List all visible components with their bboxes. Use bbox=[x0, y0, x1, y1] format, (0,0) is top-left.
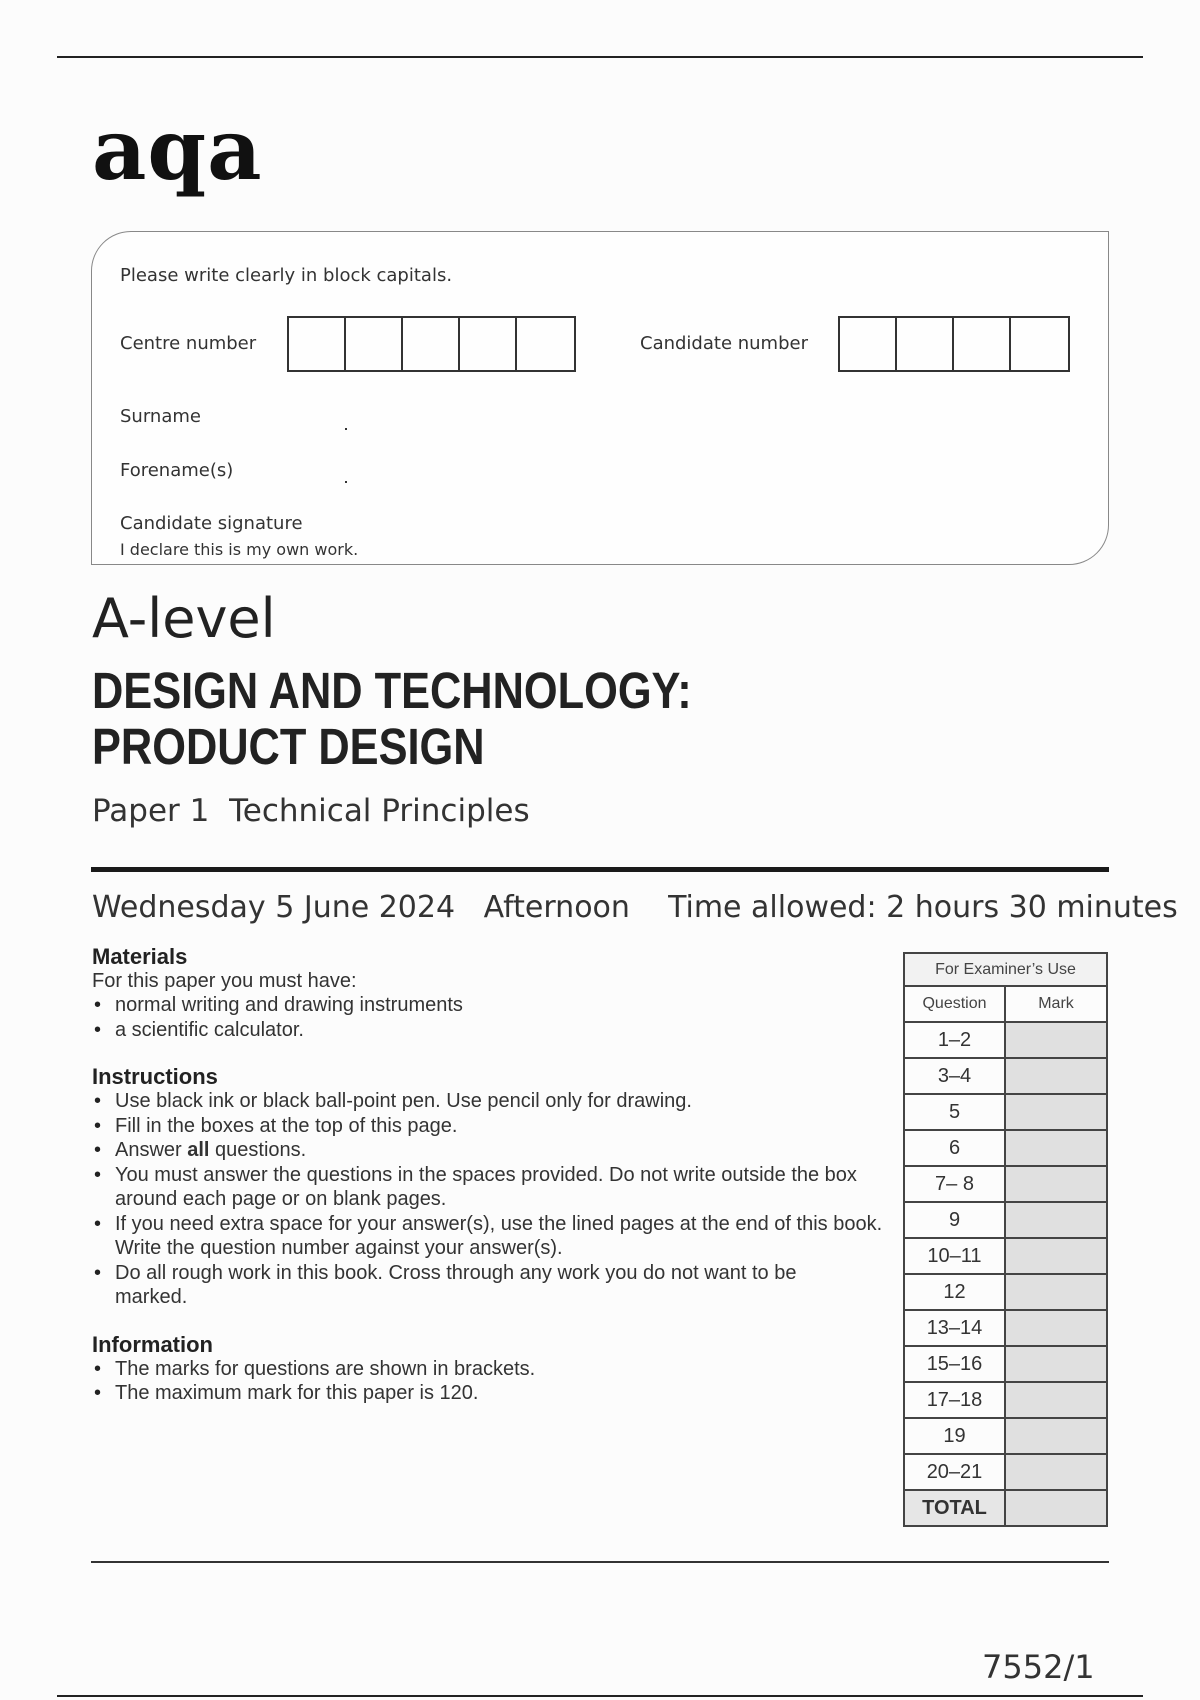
list-item: • The marks for questions are shown in brackets. bbox=[92, 1357, 892, 1382]
centre-number-label: Centre number bbox=[120, 333, 257, 354]
surname-field[interactable] bbox=[345, 428, 347, 430]
mark-cell[interactable] bbox=[1005, 1166, 1107, 1202]
footer-divider bbox=[91, 1561, 1109, 1563]
question-cell: 6 bbox=[904, 1130, 1005, 1166]
paper-title: Paper 1 Technical Principles bbox=[92, 793, 530, 829]
mark-cell[interactable] bbox=[1005, 1454, 1107, 1490]
subject-title bbox=[92, 663, 857, 775]
mark-cell[interactable] bbox=[1005, 1202, 1107, 1238]
candidate-number-digit[interactable] bbox=[897, 318, 954, 370]
question-cell: 1–2 bbox=[904, 1022, 1005, 1058]
mark-cell[interactable] bbox=[1005, 1346, 1107, 1382]
top-rule bbox=[57, 56, 1143, 58]
list-item: • If you need extra space for your answer(s), use the lined pages at the end of this book. Write the question number against your answer(s). bbox=[92, 1212, 892, 1261]
question-cell: 10–11 bbox=[904, 1238, 1005, 1274]
centre-number-digit[interactable] bbox=[403, 318, 460, 370]
centre-number-digit[interactable] bbox=[289, 318, 346, 370]
list-item: • Use black ink or black ball-point pen. Use pencil only for drawing. bbox=[92, 1089, 892, 1114]
total-label: TOTAL bbox=[904, 1490, 1005, 1526]
header-divider bbox=[91, 867, 1109, 872]
question-cell: 12 bbox=[904, 1274, 1005, 1310]
mark-cell[interactable] bbox=[1005, 1238, 1107, 1274]
list-item: • a scientific calculator. bbox=[92, 1018, 892, 1043]
subject-title-line2: PRODUCT DESIGN bbox=[92, 718, 485, 775]
mark-cell[interactable] bbox=[1005, 1022, 1107, 1058]
centre-number-boxes[interactable] bbox=[287, 316, 576, 372]
mark-cell[interactable] bbox=[1005, 1382, 1107, 1418]
mark-cell[interactable] bbox=[1005, 1418, 1107, 1454]
forenames-field[interactable] bbox=[345, 481, 347, 483]
block-capitals-instruction: Please write clearly in block capitals. bbox=[120, 265, 453, 286]
forenames-label: Forename(s) bbox=[120, 460, 234, 481]
subject-title-line1: DESIGN AND TECHNOLOGY: bbox=[92, 662, 692, 719]
aqa-logo: aqa bbox=[92, 100, 263, 199]
exam-date: Wednesday 5 June 2024 bbox=[92, 890, 456, 925]
time-allowed: Time allowed: 2 hours 30 minutes bbox=[668, 890, 1178, 925]
paper-code: 7552/1 bbox=[982, 1648, 1095, 1686]
bottom-rule bbox=[57, 1695, 1143, 1697]
front-cover-text bbox=[92, 944, 892, 1406]
candidate-details-box bbox=[91, 231, 1109, 565]
candidate-number-label: Candidate number bbox=[640, 333, 808, 354]
declaration-text: I declare this is my own work. bbox=[120, 540, 359, 559]
centre-number-digit[interactable] bbox=[346, 318, 403, 370]
question-cell: 15–16 bbox=[904, 1346, 1005, 1382]
mark-cell[interactable] bbox=[1005, 1094, 1107, 1130]
centre-number-digit[interactable] bbox=[517, 318, 574, 370]
materials-heading: Materials bbox=[92, 944, 188, 969]
question-cell: 19 bbox=[904, 1418, 1005, 1454]
mark-cell[interactable] bbox=[1005, 1310, 1107, 1346]
candidate-number-digit[interactable] bbox=[954, 318, 1011, 370]
surname-label: Surname bbox=[120, 406, 201, 427]
list-item-answer-all: • Answer all questions. bbox=[92, 1138, 892, 1163]
candidate-number-boxes[interactable] bbox=[838, 316, 1070, 372]
information-heading: Information bbox=[92, 1331, 213, 1357]
question-column-header: Question bbox=[904, 986, 1005, 1022]
question-cell: 20–21 bbox=[904, 1454, 1005, 1490]
question-cell: 5 bbox=[904, 1094, 1005, 1130]
question-cell: 3–4 bbox=[904, 1058, 1005, 1094]
signature-label: Candidate signature bbox=[120, 513, 303, 534]
list-item: • Do all rough work in this book. Cross through any work you do not want to be marked. bbox=[92, 1261, 892, 1310]
instructions-list bbox=[92, 1089, 892, 1310]
qualification-level: A-level bbox=[92, 587, 276, 650]
candidate-number-digit[interactable] bbox=[840, 318, 897, 370]
list-item: • You must answer the questions in the spaces provided. Do not write outside the box around each page or on blank pages. bbox=[92, 1163, 892, 1212]
centre-number-digit[interactable] bbox=[460, 318, 517, 370]
list-item: • normal writing and drawing instruments bbox=[92, 993, 892, 1018]
question-cell: 9 bbox=[904, 1202, 1005, 1238]
total-mark-cell[interactable] bbox=[1005, 1490, 1107, 1526]
question-cell: 13–14 bbox=[904, 1310, 1005, 1346]
mark-cell[interactable] bbox=[1005, 1058, 1107, 1094]
exam-date-line bbox=[92, 890, 1178, 925]
list-item: • Fill in the boxes at the top of this page. bbox=[92, 1114, 892, 1139]
mark-cell[interactable] bbox=[1005, 1274, 1107, 1310]
examiner-table-title: For Examiner’s Use bbox=[904, 953, 1107, 986]
materials-list bbox=[92, 993, 892, 1042]
candidate-number-digit[interactable] bbox=[1011, 318, 1068, 370]
list-item: • The maximum mark for this paper is 120. bbox=[92, 1381, 892, 1406]
information-list bbox=[92, 1357, 892, 1406]
question-cell: 7– 8 bbox=[904, 1166, 1005, 1202]
mark-cell[interactable] bbox=[1005, 1130, 1107, 1166]
materials-intro: For this paper you must have: bbox=[92, 970, 357, 992]
question-cell: 17–18 bbox=[904, 1382, 1005, 1418]
instructions-heading: Instructions bbox=[92, 1064, 218, 1089]
exam-session: Afternoon bbox=[483, 890, 630, 925]
examiner-use-table bbox=[903, 952, 1108, 1527]
mark-column-header: Mark bbox=[1005, 986, 1107, 1022]
